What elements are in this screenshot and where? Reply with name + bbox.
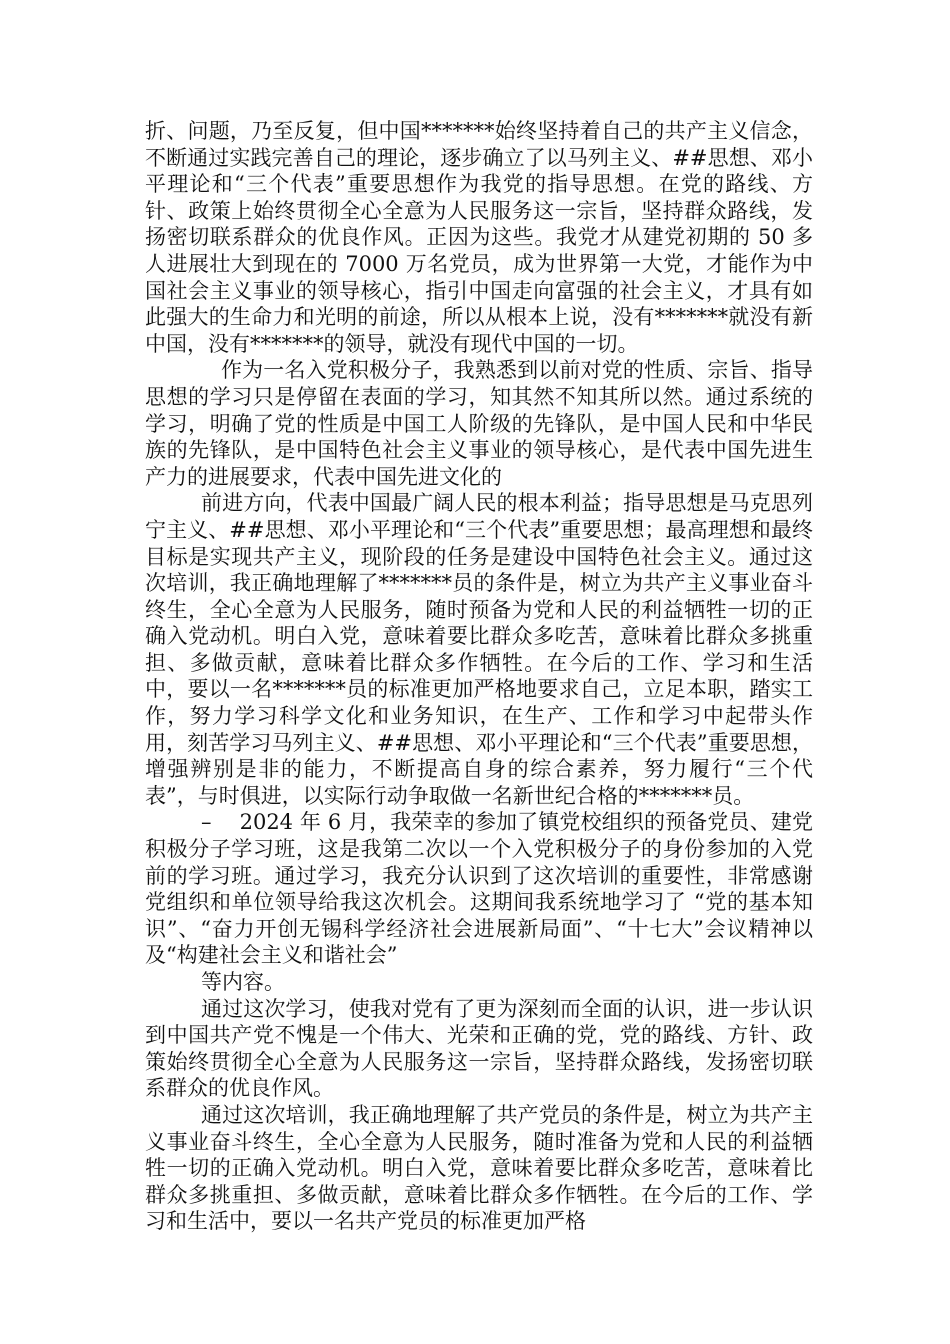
paragraph-6: 通过这次学习，使我对党有了更为深刻而全面的认识，进一步认识到中国共产党不愧是一个伟大、光荣和正确的党，党的路线、方针、政策始终贯彻全心全意为人民服务这一宗旨，坚持群众路线，发扬密切联系群众的优良作风。 [145, 996, 813, 1101]
paragraph-7: 通过这次培训，我正确地理解了共产党员的条件是，树立为共产主义事业奋斗终生，全心全意为人民服务，随时准备为党和人民的利益牺牲一切的正确入党动机。明白入党，意味着要比群众多吃苦，意味着比群众多挑重担、多做贡献，意味着比群众多作牺牲。在今后的工作、学习和生活中，要以一名共产党员的标准更加严格 [145, 1102, 813, 1234]
paragraph-3: 前进方向，代表中国最广阔人民的根本利益；指导思想是马克思列宁主义、##思想、邓小平理论和“三个代表”重要思想；最高理想和最终目标是实现共产主义，现阶段的任务是建设中国特色社会主义。通过这次培训，我正确地理解了*******员的条件是，树立为共产主义事业奋斗终生，全心全意为人民服务，随时预备为党和人民的利益牺牲一切的正确入党动机。明白入党，意味着要比群众多吃苦，意味着比群众多挑重担、多做贡献，意味着比群众多作牺牲。在今后的工作、学习和生活中，要以一名*******员的标准更加严格地要求自己，立足本职，踏实工作，努力学习科学文化和业务知识，在生产、工作和学习中起带头作用，刻苦学习马列主义、##思想、邓小平理论和“三个代表”重要思想，增强辨别是非的能力，不断提高自身的综合素养，努力履行“三个代表”，与时俱进，以实际行动争取做一名新世纪合格的*******员。 [145, 491, 813, 808]
document-body [145, 118, 813, 1235]
paragraph-2: 作为一名入党积极分子，我熟悉到以前对党的性质、宗旨、指导思想的学习只是停留在表面的学习，知其然不知其所以然。通过系统的学习，明确了党的性质是中国工人阶级的先锋队，是中国人民和中华民族的先锋队，是中国特色社会主义事业的领导核心，是代表中国先进生产力的进展要求，代表中国先进文化的 [145, 358, 813, 489]
paragraph-1: 折、问题，乃至反复，但中国*******始终坚持着自己的共产主义信念，不断通过实践完善自己的理论，逐步确立了以马列主义、##思想、邓小平理论和“三个代表”重要思想作为我党的指导思想。在党的路线、方针、政策上始终贯彻全心全意为人民服务这一宗旨，坚持群众路线，发扬密切联系群众的优良作风。正因为这些。我党才从建党初期的 50 多人进展壮大到现在的 7000 万名党员，成为世界第一大党，才能作为中国社会主义事业的领导核心，指引中国走向富强的社会主义，才具有如此强大的生命力和光明的前途，所以从根本上说，没有*******就没有新中国，没有*******的领导，就没有现代中国的一切。 [145, 119, 813, 356]
paragraph-4: – 2024 年 6 月，我荣幸的参加了镇党校组织的预备党员、建党积极分子学习班，这是我第二次以一个入党积极分子的身份参加的入党前的学习班。通过学习，我充分认识到了这次培训的重要性，非常感谢党组织和单位领导给我这次机会。这期间我系统地学习了 “党的基本知识”、“奋力开创无锡科学经济社会进展新局面”、“十七大”会议精神以及“构建社会主义和谐社会” [145, 810, 813, 968]
paragraph-5: 等内容。 [201, 970, 285, 994]
